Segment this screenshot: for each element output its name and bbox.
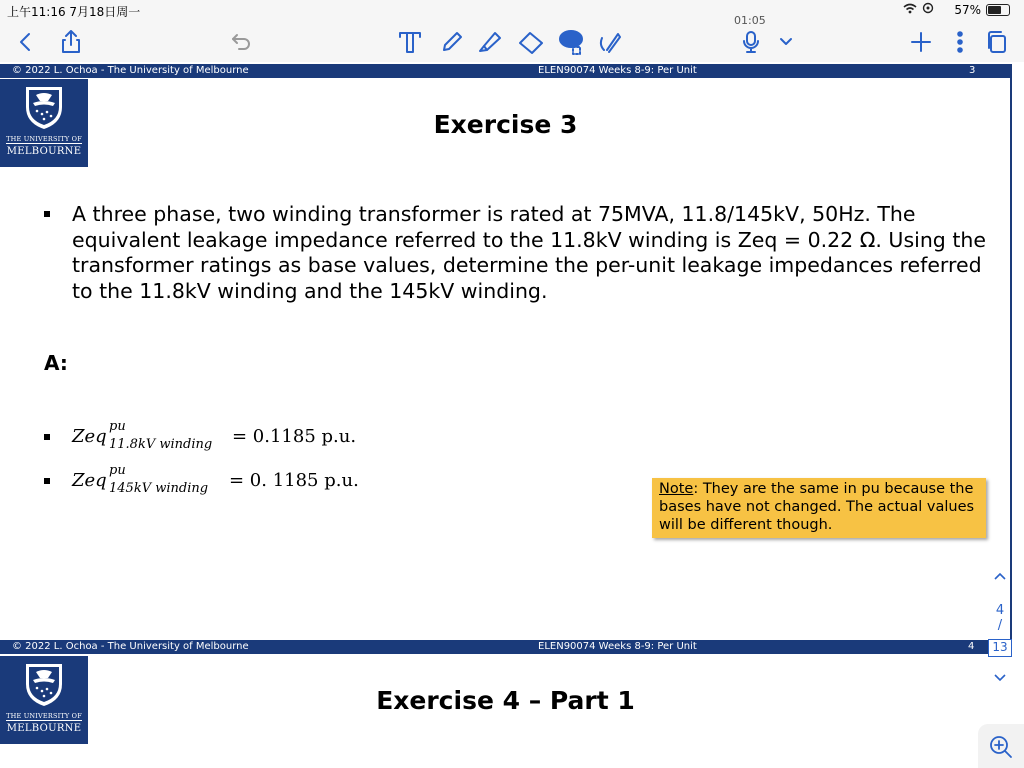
slide-title: Exercise 3 (433, 110, 578, 139)
shapes-icon[interactable] (596, 28, 624, 56)
text-tool-icon[interactable] (397, 28, 423, 56)
slide-footer (0, 640, 1011, 654)
slide-title: Exercise 4 – Part 1 (376, 686, 635, 715)
note-callout (652, 478, 986, 538)
footer-course: ELEN90074 Weeks 8-9: Per Unit (538, 641, 697, 652)
bullet (44, 211, 50, 217)
recording-time: 01:05 (734, 14, 766, 27)
eq1-superscript: pu (109, 419, 126, 434)
note-label: Note (659, 481, 694, 497)
total-pages[interactable]: 13 (988, 639, 1012, 657)
moon-icon (939, 2, 949, 17)
slide-footer (0, 64, 1011, 78)
wifi-icon (903, 3, 917, 17)
chevron-down-icon[interactable] (776, 28, 796, 56)
current-page: 4 (995, 603, 1005, 618)
footer-page-number: 4 (968, 641, 975, 652)
lasso-icon[interactable] (556, 28, 586, 56)
undo-icon[interactable] (228, 28, 254, 56)
status-right (903, 2, 1010, 17)
back-icon[interactable] (12, 28, 38, 56)
eq1-subscript: 11.8kV winding (109, 437, 213, 452)
toolbar (0, 14, 1024, 62)
bullet (44, 434, 50, 440)
footer-course: ELEN90074 Weeks 8-9: Per Unit (538, 65, 697, 76)
status-bar (0, 0, 1024, 22)
battery-icon (986, 4, 1010, 16)
bullet (44, 478, 50, 484)
logo-text-line2: MELBOURNE (6, 146, 82, 157)
eraser-icon[interactable] (516, 28, 546, 56)
eq1-value: = 0.1185 p.u. (232, 426, 357, 447)
pages-icon[interactable] (984, 28, 1010, 56)
equation-1 (72, 419, 357, 452)
slide-divider (1010, 64, 1012, 639)
logo-rule (6, 720, 82, 721)
logo-text-line2: MELBOURNE (6, 723, 82, 734)
note-text: : They are the same in pu because the bases have not changed. The actual values will be different though. (659, 481, 975, 533)
more-icon[interactable] (950, 28, 970, 56)
pen-icon[interactable] (438, 28, 466, 56)
footer-copyright: © 2022 L. Ochoa - The University of Melbourne (12, 641, 249, 652)
eq2-value: = 0. 1185 p.u. (229, 470, 359, 491)
logo-text-line1: THE UNIVERSITY OF (6, 135, 82, 143)
zoom-button[interactable] (978, 724, 1024, 768)
page-slash: / (997, 618, 1003, 633)
battery-percent: 57% (954, 2, 981, 17)
add-icon[interactable] (908, 28, 934, 56)
logo-text-line1: THE UNIVERSITY OF (6, 712, 82, 720)
microphone-icon[interactable] (738, 28, 764, 56)
page-up-icon[interactable] (988, 570, 1012, 585)
eq2-base: Zeq (72, 470, 107, 491)
equation-2 (72, 463, 359, 496)
eq1-base: Zeq (72, 426, 107, 447)
orientation-lock-icon (922, 2, 934, 17)
logo-rule (6, 143, 82, 144)
answer-label: A: (44, 351, 68, 375)
eq2-subscript: 145kV winding (109, 481, 209, 496)
footer-page-number: 3 (969, 65, 976, 76)
question-text: A three phase, two winding transformer is rated at 75MVA, 11.8/145kV, 50Hz. The equivalent leakage impedance referred to the 11.8kV winding is Zeq = 0.22 Ω. Using the transformer ratings as base values, determine the per-unit leakage impedances referred to the 11.8kV winding and the 145kV winding. (72, 202, 986, 303)
highlighter-icon[interactable] (476, 28, 504, 56)
page-down-icon[interactable] (988, 672, 1012, 687)
share-icon[interactable] (58, 28, 84, 56)
zoom-in-icon (988, 734, 1014, 760)
footer-copyright: © 2022 L. Ochoa - The University of Melbourne (12, 65, 249, 76)
eq2-superscript: pu (109, 463, 126, 478)
status-time: 上午11:16 7月18日周一 (7, 5, 141, 19)
